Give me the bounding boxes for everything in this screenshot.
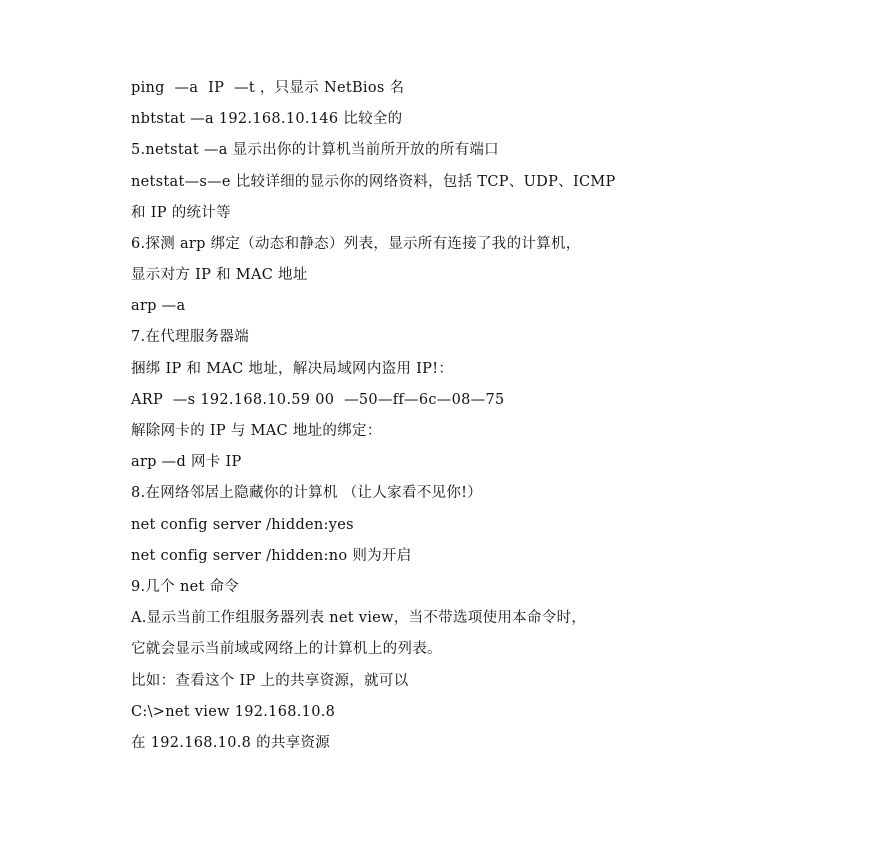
text-line-statistics: 和 IP 的统计等	[131, 205, 231, 221]
text-line-arp-a: arp —a	[131, 298, 186, 314]
text-line-net-view-desc: A.显示当前工作组服务器列表 net view，当不带选项使用本命令时，	[131, 610, 587, 626]
text-line-proxy-heading: 7.在代理服务器端	[131, 329, 250, 345]
text-line-example: 比如：查看这个 IP 上的共享资源，就可以	[131, 673, 409, 689]
text-line-bind-desc: 捆绑 IP 和 MAC 地址，解决局域网内盗用 IP!：	[131, 361, 454, 377]
text-line-netstat-se: netstat—s—e 比较详细的显示你的网络资料，包括 TCP、UDP、ICMP	[131, 174, 616, 190]
text-line-arp-desc: 显示对方 IP 和 MAC 地址	[131, 267, 308, 283]
text-line-ping: ping —a IP —t ，只显示 NetBios 名	[131, 80, 405, 96]
text-line-arp-s: ARP —s 192.168.10.59 00 —50—ff—6c—08—75	[131, 392, 505, 408]
text-line-net-view-command: C:\>net view 192.168.10.8	[131, 704, 336, 720]
text-line-arp-d: arp —d 网卡 IP	[131, 454, 242, 470]
text-line-hide-heading: 8.在网络邻居上隐藏你的计算机 （让人家看不见你!）	[131, 485, 483, 501]
text-line-net-view-desc-2: 它就会显示当前域或网络上的计算机上的列表。	[131, 641, 442, 657]
text-line-arp-heading: 6.探测 arp 绑定（动态和静态）列表，显示所有连接了我的计算机，	[131, 236, 581, 252]
text-line-share-result: 在 192.168.10.8 的共享资源	[131, 735, 331, 751]
text-line-net-heading: 9.几个 net 命令	[131, 579, 240, 595]
text-line-hidden-no: net config server /hidden:no 则为开启	[131, 548, 412, 564]
text-line-netstat-a: 5.netstat —a 显示出你的计算机当前所开放的所有端口	[131, 142, 499, 158]
text-line-unbind-desc: 解除网卡的 IP 与 MAC 地址的绑定：	[131, 423, 382, 439]
text-line-nbtstat: nbtstat —a 192.168.10.146 比较全的	[131, 111, 403, 127]
text-line-hidden-yes: net config server /hidden:yes	[131, 517, 354, 533]
